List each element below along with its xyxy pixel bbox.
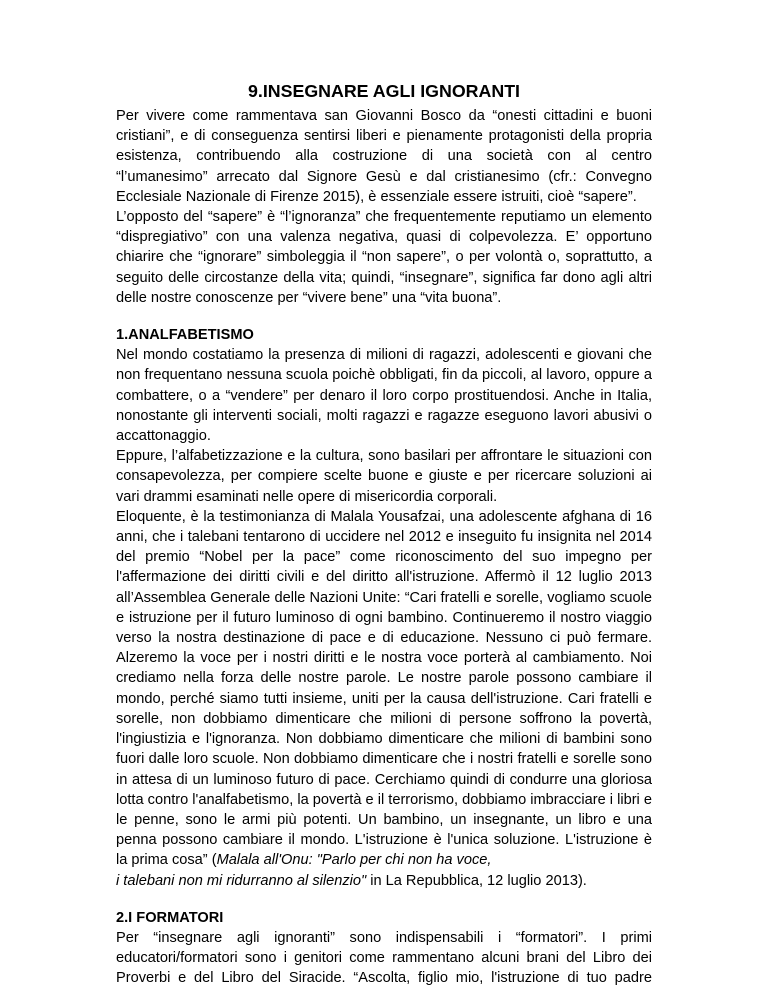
intro-paragraph-1: Per vivere come rammentava san Giovanni Bosco da “onesti cittadini e buoni cristiani”, e di conseguenza sentirsi liberi e pienamente protagonisti della propria esistenza, contribuendo alla costruzione di una società con al centro “l’umanesimo” arrecato dal Signore Gesù e dal cristianesimo (cfr.: Convegno Ecclesiale Nazionale di Firenze 2015), è essenziale essere istruiti, cioè “sapere”. — [116, 108, 652, 205]
document-body — [116, 80, 652, 989]
section1-paragraph-1: Nel mondo costatiamo la presenza di milioni di ragazzi, adolescenti e giovani che non frequentano nessuna scuola poichè obbligati, fin da piccoli, al lavoro, oppure a combattere, o a “vendere” per denaro il loro corpo prostituendosi. Anche in Italia, nonostante gli interventi sociali, molti ragazzi e ragazze eseguono lavori abusivi o accattonaggio. — [116, 347, 652, 445]
citation-title-part-2: i talebani non mi ridurranno al silenzio" — [116, 872, 367, 889]
citation-title-part-1: Malala all'Onu: "Parlo per chi non ha voce, — [216, 852, 492, 869]
malala-quote-text: Eloquente, è la testimonianza di Malala Yousafzai, una adolescente afghana di 16 anni, che i talebani tentarono di uccidere nel 2012 e inseguito fu insignita nel 2014 del premio “Nobel per la pace” come riconoscimento del suo impegno per l'affermazione dei diritti civili e del diritto all'istruzione. Affermò il 12 luglio 2013 all’Assemblea Generale delle Nazioni Unite: “Cari fratelli e sorelle, vogliamo scuole e istruzione per il futuro luminoso di ogni bambino. Continueremo il nostro viaggio verso la nostra destinazione di pace e di educazione. Nessuno ci può fermare. Alzeremo la voce per i nostri diritti e le nostra voce porterà al cambiamento. Noi crediamo nella forza delle nostre parole. Le nostre parole possono cambiare il mondo, perché siamo tutti insieme, uniti per la causa dell'istruzione. Cari fratelli e sorelle, non dobbiamo dimenticare che milioni di persone soffrono la povertà, l'ingiustizia e l'ignoranza. Non dobbiamo dimenticare che milioni di bambini sono fuori dalle loro scuole. Non dobbiamo dimenticare che i nostri fratelli e sorelle sono in attesa di un luminoso futuro di pace. Cerchiamo quindi di condurre una gloriosa lotta contro l'analfabetismo, la povertà e il terrorismo, dobbiamo imbracciare i libri e le penne, sono le armi più potenti. Un bambino, un insegnante, un libro e una penna possono cambiare il mondo. L'istruzione è l'unica soluzione. L'istruzione è la prima cosa” ( — [116, 508, 652, 869]
section1-paragraph-2: Eppure, l’alfabetizzazione e la cultura, sono basilari per affrontare le situazioni con consapevolezza, per compiere scelte buone e giuste e per ricercare soluzioni ai vari drammi esaminati nelle opere di misericordia corporali. — [116, 448, 652, 505]
section-heading-formatori: 2.I FORMATORI — [116, 909, 224, 926]
section2-paragraph-1: Per “insegnare agli ignoranti” sono indispensabili i “formatori”. I primi educatori/formatori sono i genitori come rammentano alcuni brani del Libro dei Proverbi e del Libro del Siracide. “Ascolta, figlio mio, l'istruzione di tuo padre — [116, 929, 652, 987]
section-heading-analfabetismo: 1.ANALFABETISMO — [116, 327, 254, 344]
intro-paragraph-2: L’opposto del “sapere” è “l’ignoranza” che frequentemente reputiamo un elemento “dispregiativo” con una valenza negativa, quasi di colpevolezza. E’ opportuno chiarire che “ignorare” simboleggia il “non sapere”, o per volontà o, soprattutto, a seguito delle circostanze della vita; quindi, “insegnare”, significa far dono agli altri delle nostre conoscenze per “vivere bene” una “vita buona”. — [116, 209, 652, 306]
section1-paragraph-3 — [116, 507, 652, 871]
page-title: 9.INSEGNARE AGLI IGNORANTI — [247, 81, 520, 101]
citation-line — [116, 871, 652, 891]
citation-source: in La Repubblica, 12 luglio 2013). — [366, 872, 587, 889]
